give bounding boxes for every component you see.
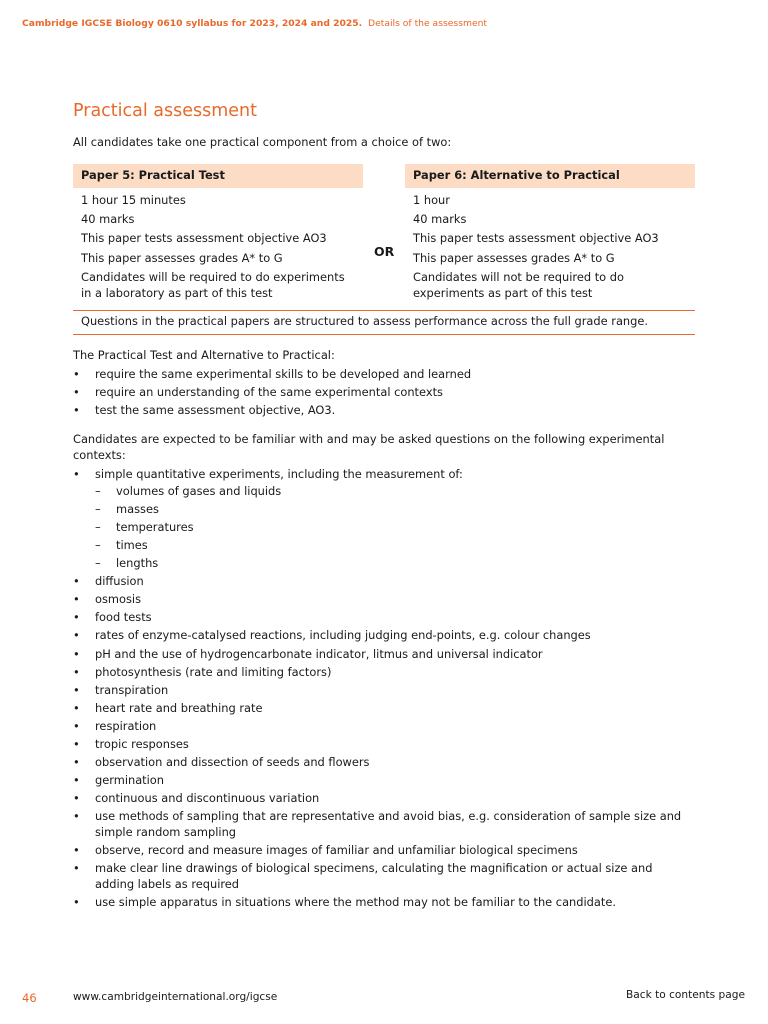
list-item: • transpiration [73,683,695,699]
paper-6-requirement: Candidates will not be required to do experiments as part of this test [413,270,624,300]
sublist-item: – times [95,538,695,554]
list-item-text: simple quantitative experiments, including the measurement of: [95,467,463,481]
section-experimental-contexts [73,432,695,911]
paper-5-requirement: Candidates will be required to do experiments in a laboratory as part of this test [81,270,345,300]
sublist-item: – volumes of gases and liquids [95,484,695,500]
list-item: • photosynthesis (rate and limiting factors) [73,665,695,681]
sublist-item: – temperatures [95,520,695,536]
papers-comparison [73,164,695,308]
list-item: • test the same assessment objective, AO3. [73,403,695,419]
list-item: • observation and dissection of seeds and flowers [73,755,695,771]
main-content [73,100,695,913]
running-header [22,18,487,31]
papers-note: Questions in the practical papers are structured to assess performance across the full grade range. [73,310,695,335]
paper-6-column [405,164,695,308]
section-1-lead: The Practical Test and Alternative to Practical: [73,348,335,362]
list-item: • use methods of sampling that are representative and avoid bias, e.g. consideration of sample size and simple random sampling [73,809,695,841]
back-to-contents-link[interactable]: Back to contents page [626,989,745,1001]
list-item: • use simple apparatus in situations where the method may not be familiar to the candidate. [73,895,695,911]
list-item: • germination [73,773,695,789]
paper-6-heading: Paper 6: Alternative to Practical [405,164,695,188]
section-2-lead: Candidates are expected to be familiar with and may be asked questions on the following experimental contexts: [73,432,665,463]
paper-6-marks: 40 marks [413,212,467,227]
paper-6-grades: This paper assesses grades A* to G [413,250,615,265]
list-item: • rates of enzyme-catalysed reactions, including judging end-points, e.g. colour changes [73,628,695,644]
running-header-section: Details of the assessment [368,18,488,29]
paper-5-grades: This paper assesses grades A* to G [81,250,283,265]
paper-5-column [73,164,363,308]
list-item: • food tests [73,610,695,626]
paper-5-marks: 40 marks [81,212,135,227]
section-shared-features [73,348,695,419]
intro-text: All candidates take one practical component from a choice of two: [73,134,452,149]
sublist-item: – lengths [95,556,695,572]
section-1-list [73,367,695,419]
measurement-sublist [95,484,695,572]
paper-6-duration: 1 hour [413,192,450,207]
sublist-item: – masses [95,502,695,518]
section-2-list [73,467,695,911]
paper-6-details [405,188,695,308]
paper-5-duration: 1 hour 15 minutes [81,192,186,207]
list-item: • diffusion [73,574,695,590]
website-link[interactable]: www.cambridgeinternational.org/igcse [73,991,278,1003]
page-title: Practical assessment [73,101,258,121]
paper-6-objective: This paper tests assessment objective AO3 [413,231,659,246]
running-header-title: Cambridge IGCSE Biology 0610 syllabus for 2023, 2024 and 2025. [22,18,363,29]
paper-5-details [73,188,363,308]
list-item: • heart rate and breathing rate [73,701,695,717]
list-item: • tropic responses [73,737,695,753]
list-item: • pH and the use of hydrogencarbonate indicator, litmus and universal indicator [73,647,695,663]
list-item: • make clear line drawings of biological specimens, calculating the magnification or actual size and adding labels as required [73,861,695,893]
list-item [73,467,695,572]
list-item: • respiration [73,719,695,735]
page-number: 46 [22,991,37,1005]
list-item: • continuous and discontinuous variation [73,791,695,807]
paper-5-objective: This paper tests assessment objective AO3 [81,231,327,246]
list-item: • osmosis [73,592,695,608]
paper-5-heading: Paper 5: Practical Test [73,164,363,188]
list-item: • observe, record and measure images of familiar and unfamiliar biological specimens [73,843,695,859]
or-label: OR [374,243,395,259]
list-item: • require an understanding of the same experimental contexts [73,385,695,401]
list-item: • require the same experimental skills to be developed and learned [73,367,695,383]
